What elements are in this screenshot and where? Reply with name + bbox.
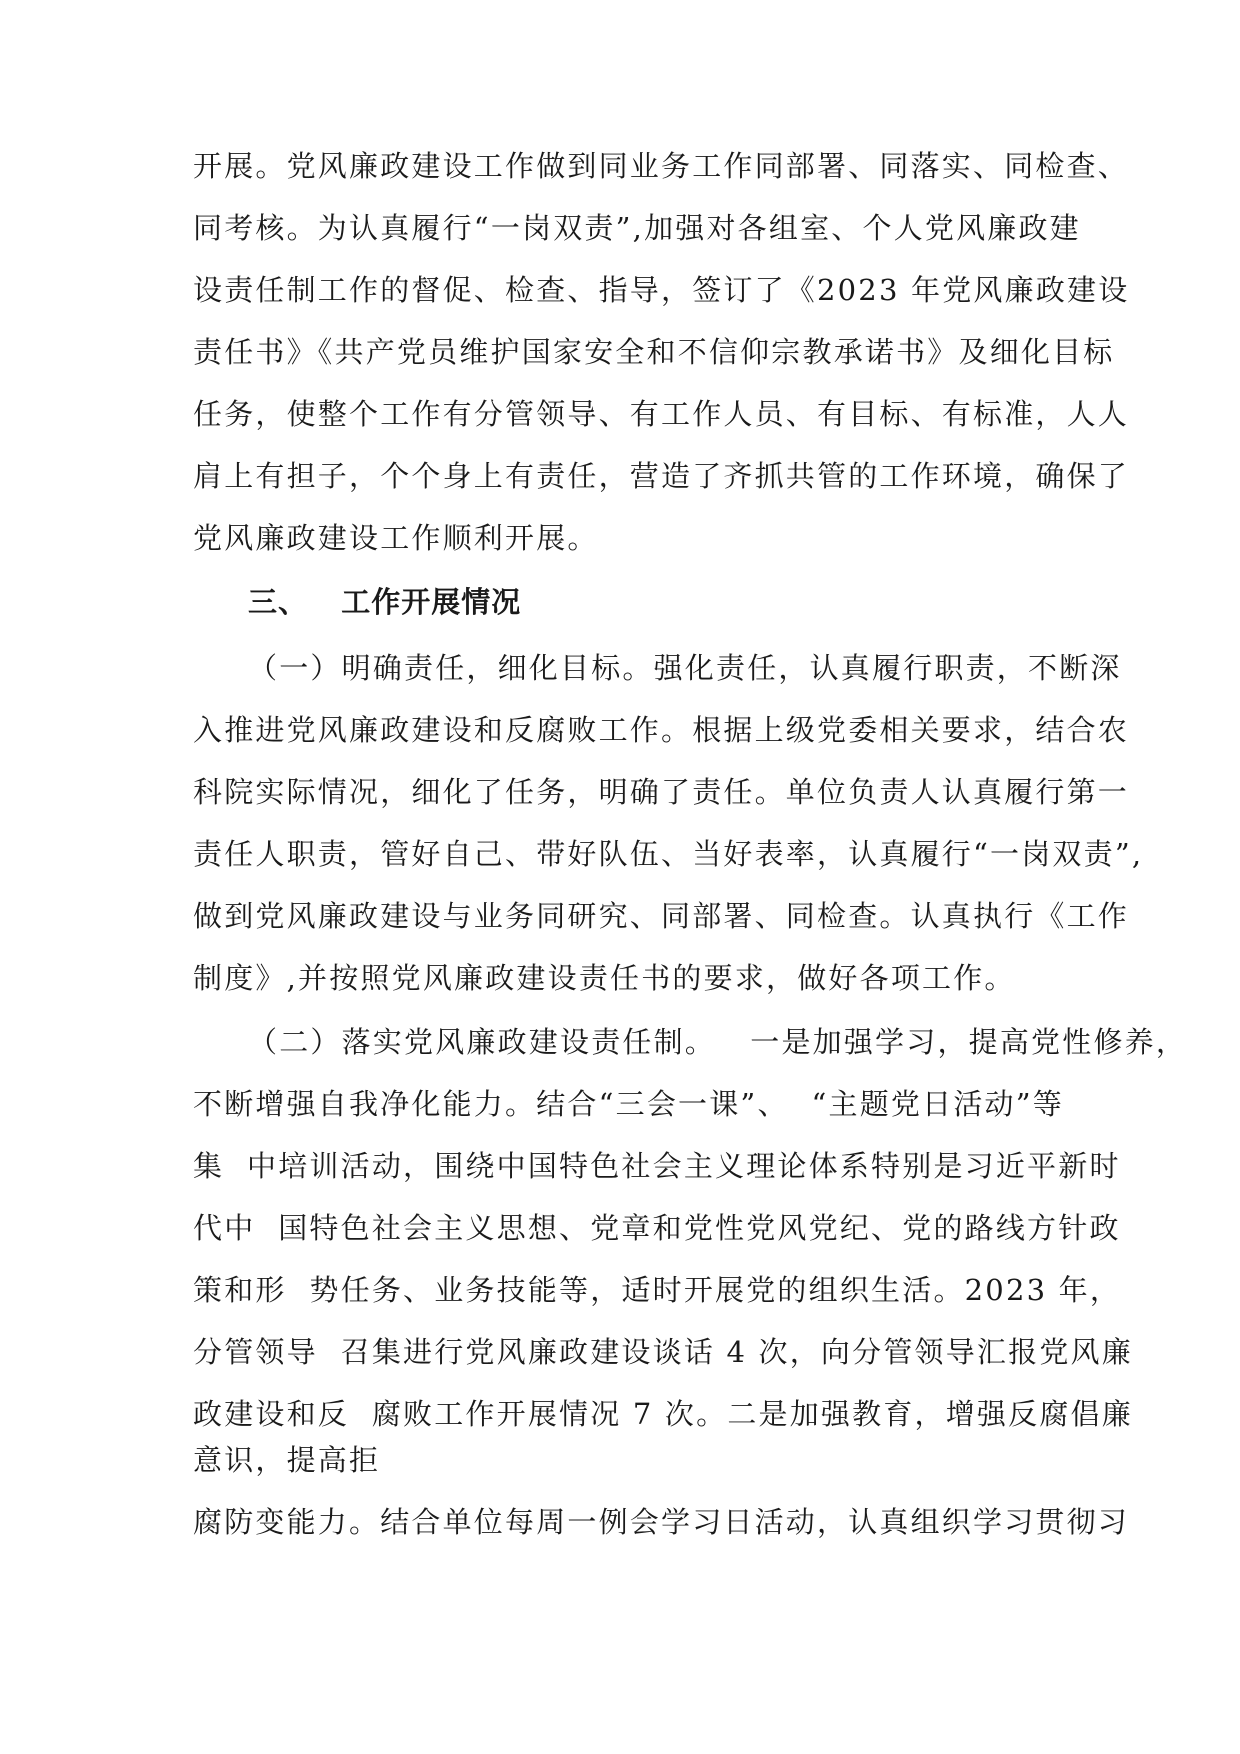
paragraph-line: 腐防变能力。结合单位每周一例会学习日活动，认真组织学习贯彻习	[193, 1505, 1130, 1539]
paragraph-line: 做到党风廉政建设与业务同研究、同部署、同检查。认真执行《工作	[193, 899, 1130, 933]
paragraph-line: 同考核。为认真履行“一岗双责”,加强对各组室、个人党风廉政建	[193, 211, 1081, 245]
paragraph-line: 集 中培训活动，围绕中国特色社会主义理论体系特别是习近平新时	[193, 1149, 1121, 1183]
section-heading: 三、 工作开展情况	[248, 585, 522, 619]
paragraph-line: 代中 国特色社会主义思想、党章和党性党风党纪、党的路线方针政	[193, 1211, 1121, 1245]
paragraph-line: 任务，使整个工作有分管领导、有工作人员、有目标、有标准，人人	[193, 397, 1130, 431]
paragraph-line: 不断增强自我净化能力。结合“三会一课”、 “主题党日活动”等	[193, 1087, 1064, 1121]
paragraph-line: 肩上有担子，个个身上有责任，营造了齐抓共管的工作环境，确保了	[193, 459, 1130, 493]
paragraph-line: 责任书》《共产党员维护国家安全和不信仰宗教承诺书》及细化目标	[193, 335, 1115, 369]
paragraph-line: 分管领导 召集进行党风廉政建设谈话 4 次，向分管领导汇报党风廉	[193, 1335, 1133, 1369]
paragraph-line: 制度》,并按照党风廉政建设责任书的要求，做好各项工作。	[193, 961, 1016, 995]
paragraph-line: （二）落实党风廉政建设责任制。 一是加强学习，提高党性修养，	[248, 1025, 1188, 1059]
paragraph-line: 入推进党风廉政建设和反腐败工作。根据上级党委相关要求，结合农	[193, 713, 1130, 747]
paragraph-line: 策和形 势任务、业务技能等，适时开展党的组织生活。2023 年，	[193, 1273, 1122, 1307]
paragraph-line: （一）明确责任，细化目标。强化责任，认真履行职责，不断深	[248, 651, 1122, 685]
paragraph-line: 意识，提高拒	[193, 1443, 381, 1477]
paragraph-line: 党风廉政建设工作顺利开展。	[193, 521, 599, 555]
paragraph-line: 设责任制工作的督促、检查、指导，签订了《2023 年党风廉政建设	[193, 273, 1130, 307]
paragraph-line: 科院实际情况，细化了任务，明确了责任。单位负责人认真履行第一	[193, 775, 1130, 809]
paragraph-line: 责任人职责，管好自己、带好队伍、当好表率，认真履行“一岗双责”,	[193, 837, 1144, 871]
paragraph-line: 政建设和反 腐败工作开展情况 7 次。二是加强教育，增强反腐倡廉	[193, 1397, 1133, 1431]
paragraph-line: 开展。党风廉政建设工作做到同业务工作同部署、同落实、同检查、	[193, 149, 1130, 183]
